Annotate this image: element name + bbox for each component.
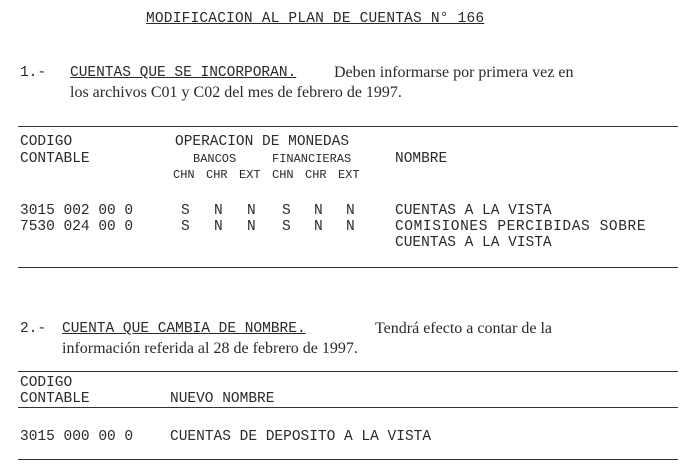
- table1-row2-name-line2: CUENTAS A LA VISTA: [395, 235, 552, 251]
- table1-header-contable: CONTABLE: [20, 151, 90, 167]
- table1-row2-flag: S: [181, 219, 190, 235]
- table1-bottom-rule: [18, 267, 678, 268]
- table2-bottom-rule: [18, 459, 678, 460]
- table2-header-contable: CONTABLE: [20, 391, 90, 407]
- table1-row1-flag: N: [314, 203, 323, 219]
- table2-top-rule: [18, 371, 678, 372]
- table1-subcol: EXT: [338, 168, 360, 182]
- table1-row2-flag: N: [214, 219, 223, 235]
- table1-row2-flag: N: [247, 219, 256, 235]
- table2-header-nuevo-nombre: NUEVO NOMBRE: [170, 391, 275, 407]
- table1-row1-flag: N: [214, 203, 223, 219]
- table1-row2-name-line1: COMISIONES PERCIBIDAS SOBRE: [395, 219, 647, 235]
- section1-text-line1: Deben informarse por primera vez en: [334, 64, 574, 81]
- section2-text-line1: Tendrá efecto a contar de la: [375, 320, 552, 337]
- section1-heading: CUENTAS QUE SE INCORPORAN.: [70, 65, 297, 81]
- table1-header-bancos: BANCOS: [193, 152, 237, 166]
- table2-header-rule: [18, 407, 678, 408]
- table1-subcol: CHN: [272, 168, 294, 182]
- table1-row1-code: 3015 002 00 0: [20, 203, 134, 219]
- table2-row1-code: 3015 000 00 0: [20, 429, 134, 445]
- section2-heading: CUENTA QUE CAMBIA DE NOMBRE.: [62, 321, 306, 337]
- table1-row2-code: 7530 024 00 0: [20, 219, 134, 235]
- table1-row1-flag: S: [181, 203, 190, 219]
- table1-row1-flag: N: [247, 203, 256, 219]
- table1-row1-flag: S: [282, 203, 291, 219]
- section1-text-line2: los archivos C01 y C02 del mes de febrero de 1997.: [70, 84, 402, 101]
- table1-header-operacion: OPERACION DE MONEDAS: [175, 134, 350, 150]
- table1-row1-name: CUENTAS A LA VISTA: [395, 203, 552, 219]
- table1-header-codigo: CODIGO: [20, 134, 73, 150]
- section1-number: 1.-: [20, 65, 47, 81]
- table2-row1-name: CUENTAS DE DEPOSITO A LA VISTA: [170, 429, 432, 445]
- table1-header-financieras: FINANCIERAS: [272, 152, 352, 166]
- table1-row2-flag: N: [346, 219, 355, 235]
- table1-row1-flag: N: [346, 203, 355, 219]
- table1-row2-flag: N: [314, 219, 323, 235]
- section2-text-line2: información referida al 28 de febrero de 1997.: [62, 340, 358, 357]
- table1-top-rule: [18, 126, 678, 127]
- table1-subcol: CHN: [173, 168, 195, 182]
- table1-header-nombre: NOMBRE: [395, 151, 448, 167]
- page-title: MODIFICACION AL PLAN DE CUENTAS N° 166: [146, 11, 485, 27]
- table1-row2-flag: S: [282, 219, 291, 235]
- table1-subcol: EXT: [239, 168, 261, 182]
- section2-number: 2.-: [20, 321, 47, 337]
- table1-subcol: CHR: [206, 168, 228, 182]
- table1-subcol: CHR: [305, 168, 327, 182]
- table2-header-codigo: CODIGO: [20, 375, 73, 391]
